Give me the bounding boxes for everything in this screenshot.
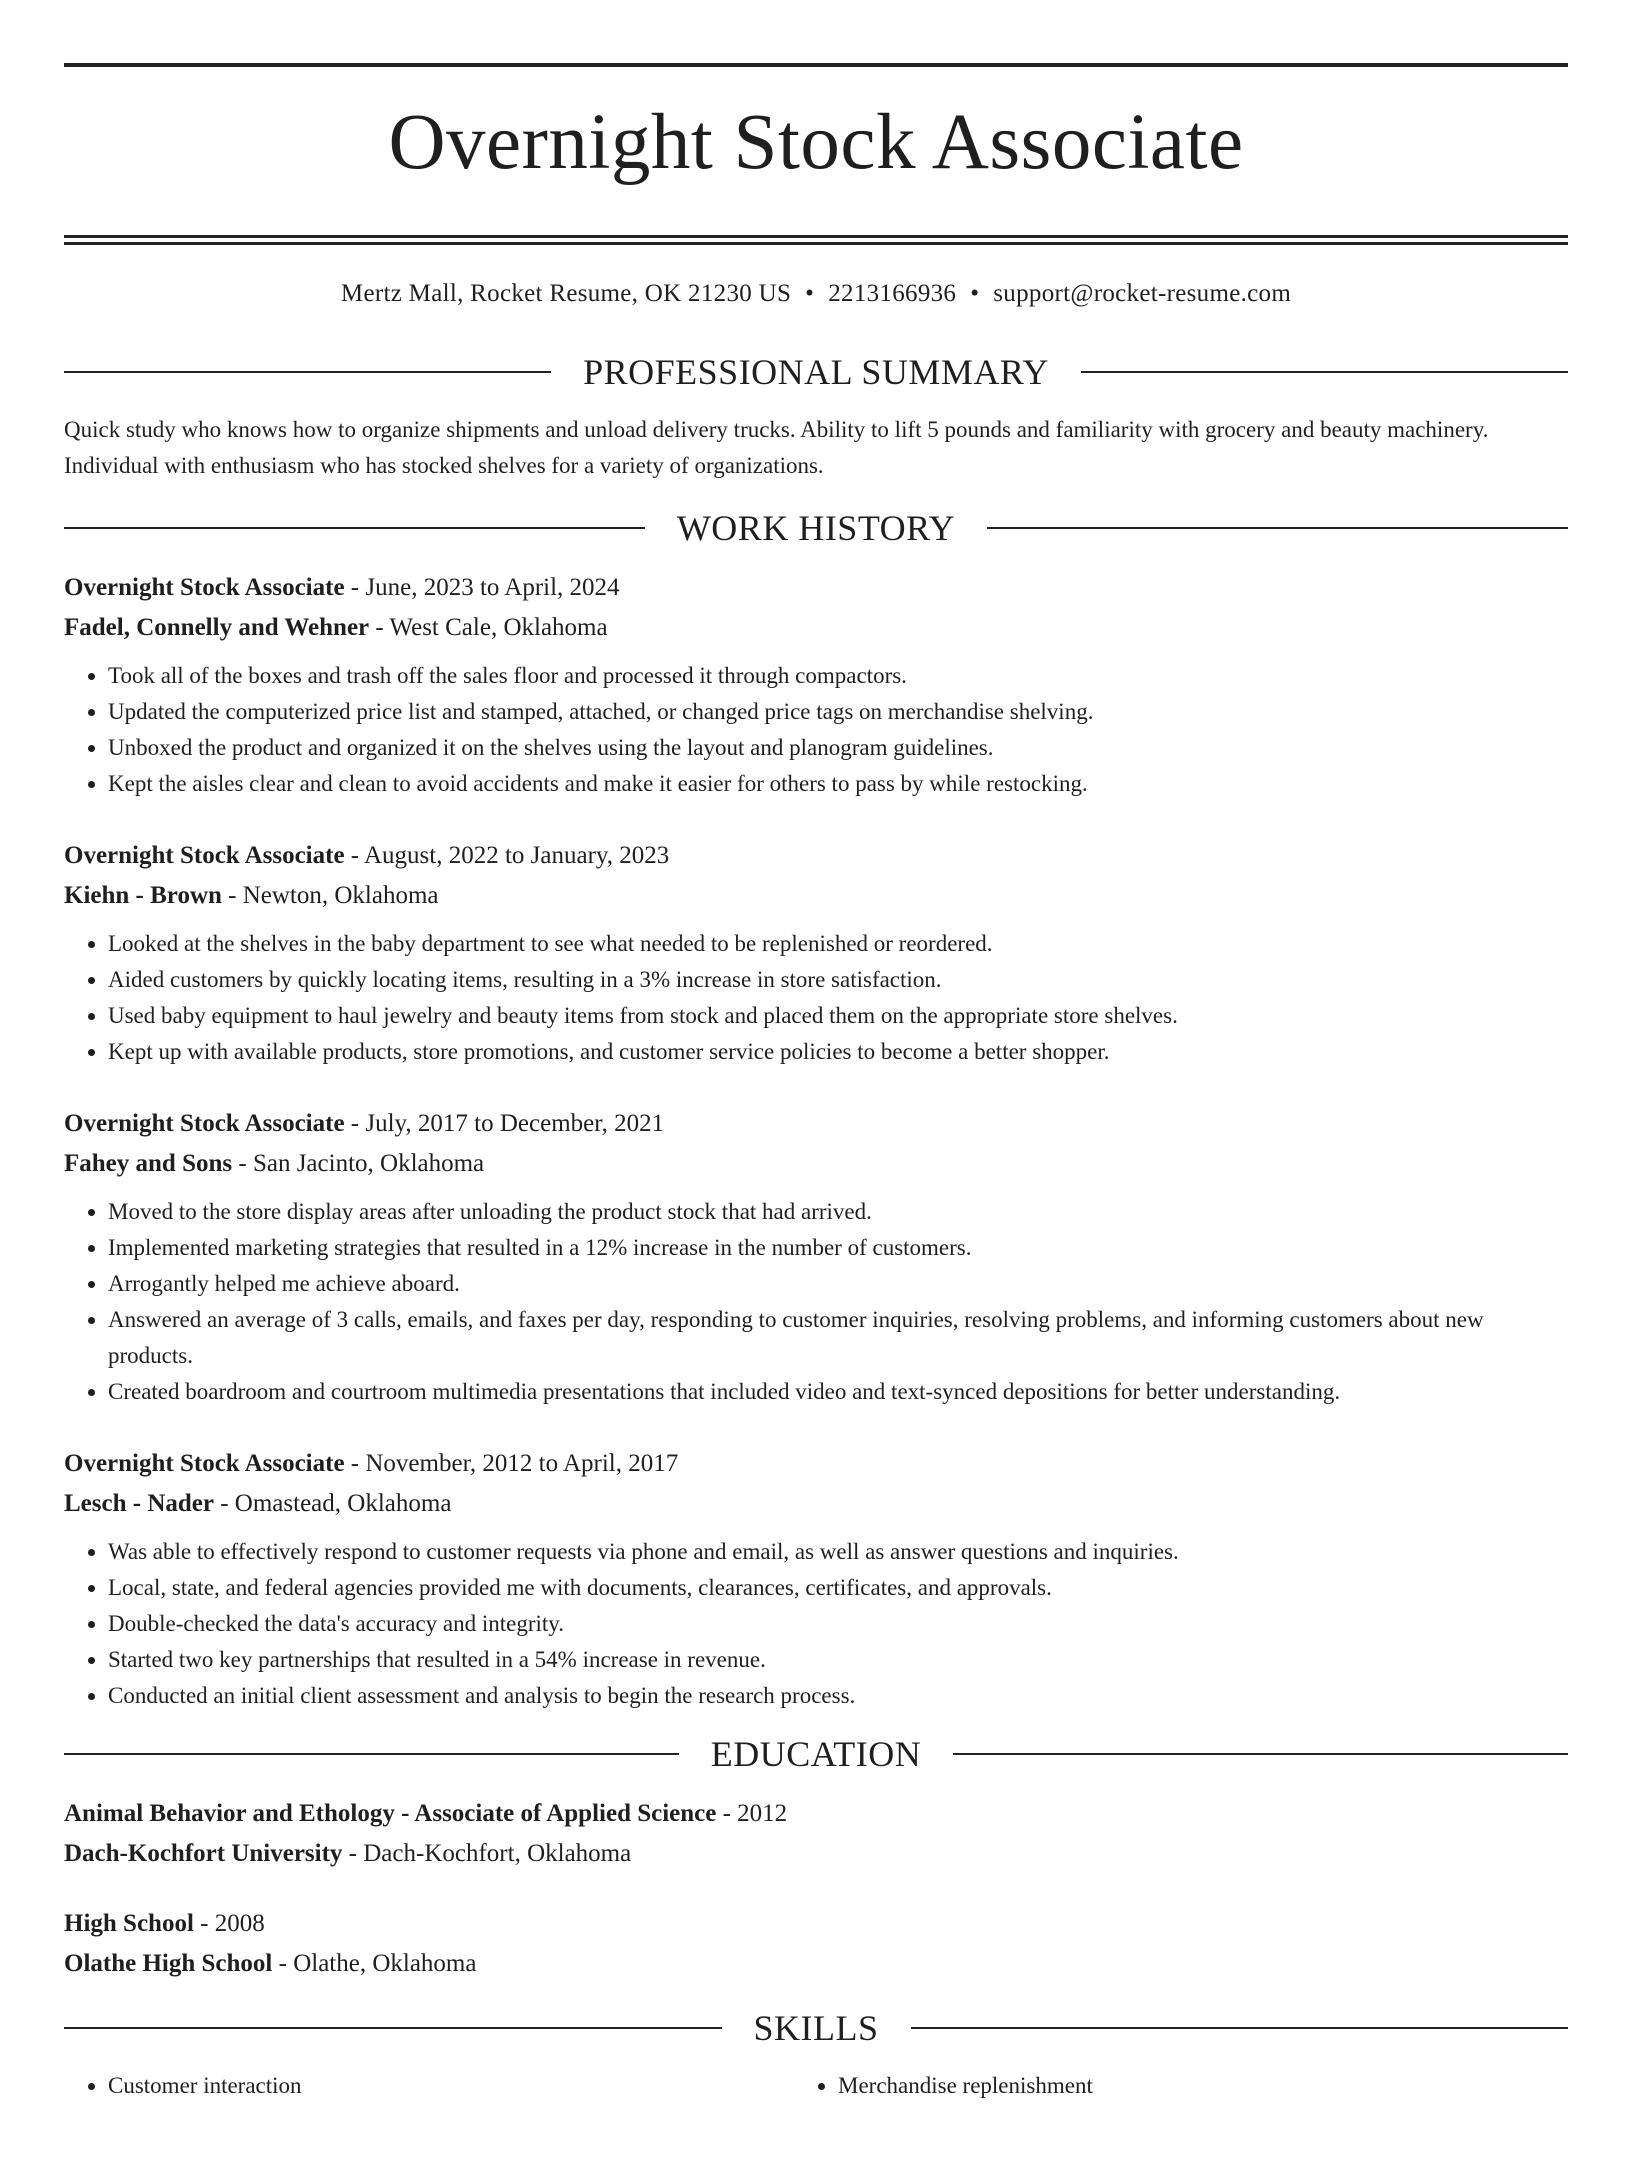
job-bullets xyxy=(64,658,1568,802)
list-item: • Kept up with available products, store promotions, and customer service policies to become a better shopper. xyxy=(108,1034,1568,1070)
job-dates: - July, 2017 to December, 2021 xyxy=(344,1109,665,1137)
job-bullets xyxy=(64,1534,1568,1714)
skill-item: • Merchandise replenishment xyxy=(838,2068,1568,2104)
job-company: Fadel, Connelly and Wehner xyxy=(64,613,370,641)
heading-rule xyxy=(64,1753,679,1755)
work-history-list xyxy=(64,568,1568,1714)
job-entry xyxy=(64,1444,1568,1714)
list-item: • Local, state, and federal agencies provided me with documents, clearances, certificates, and approvals. xyxy=(108,1570,1568,1606)
job-company-line xyxy=(64,876,1568,916)
job-title: Overnight Stock Associate xyxy=(64,573,345,601)
list-item: • Implemented marketing strategies that resulted in a 12% increase in the number of customers. xyxy=(108,1230,1568,1266)
job-company: Kiehn - Brown xyxy=(64,881,222,909)
job-company-line xyxy=(64,608,1568,648)
title-double-rule xyxy=(64,235,1568,245)
job-dates: - November, 2012 to April, 2017 xyxy=(344,1449,679,1477)
contact-phone: 2213166936 xyxy=(828,279,957,307)
job-title-line xyxy=(64,836,1568,876)
job-title: Overnight Stock Associate xyxy=(64,1109,345,1137)
section-heading-work xyxy=(64,507,1568,548)
list-item: • Used baby equipment to haul jewelry and beauty items from stock and placed them on the appropriate store shelves. xyxy=(108,998,1568,1034)
contact-email: support@rocket-resume.com xyxy=(993,279,1292,307)
job-entry xyxy=(64,1104,1568,1410)
job-location: - Newton, Oklahoma xyxy=(221,881,439,909)
summary-text: Quick study who knows how to organize shipments and unload delivery trucks. Ability to lift 5 pounds and familiarity with grocery and beauty machinery. Individual with enthusiasm who has stocked shelves for a variety of organizations. xyxy=(64,416,1489,478)
list-item: • Was able to effectively respond to customer requests via phone and email, as well as answer questions and inquiries. xyxy=(108,1534,1568,1570)
section-title: WORK HISTORY xyxy=(676,507,956,548)
skill-item: • Customer interaction xyxy=(108,2068,838,2104)
list-item: • Updated the computerized price list and stamped, attached, or changed price tags on merchandise shelving. xyxy=(108,694,1568,730)
list-item: • Unboxed the product and organized it on the shelves using the layout and planogram guidelines. xyxy=(108,730,1568,766)
list-item: • Conducted an initial client assessment and analysis to begin the research process. xyxy=(108,1678,1568,1714)
job-company-line xyxy=(64,1484,1568,1524)
edu-degree-line xyxy=(64,1904,1568,1944)
job-location: - San Jacinto, Oklahoma xyxy=(232,1149,485,1177)
resume-page xyxy=(0,63,1632,2175)
job-bullets xyxy=(64,1194,1568,1410)
edu-degree-line xyxy=(64,1794,1568,1834)
heading-rule xyxy=(64,527,645,529)
list-item: • Started two key partnerships that resulted in a 54% increase in revenue. xyxy=(108,1642,1568,1678)
edu-degree: Animal Behavior and Ethology - Associate of Applied Science xyxy=(64,1799,717,1827)
list-item: • Took all of the boxes and trash off the sales floor and processed it through compactors. xyxy=(108,658,1568,694)
section-heading-skills xyxy=(64,2007,1568,2048)
heading-rule xyxy=(911,2027,1569,2029)
heading-rule xyxy=(1081,371,1568,373)
section-heading-education xyxy=(64,1733,1568,1774)
job-location: - West Cale, Oklahoma xyxy=(369,613,608,641)
edu-location: - Olathe, Oklahoma xyxy=(272,1949,477,1977)
list-item: • Answered an average of 3 calls, emails, and faxes per day, responding to customer inquiries, resolving problems, and informing customers about new products. xyxy=(108,1302,1568,1374)
edu-school: Olathe High School xyxy=(64,1949,273,1977)
section-title: EDUCATION xyxy=(710,1733,922,1774)
edu-school: Dach-Kochfort University xyxy=(64,1839,343,1867)
heading-rule xyxy=(64,2027,722,2029)
list-item: • Double-checked the data's accuracy and integrity. xyxy=(108,1606,1568,1642)
list-item: • Created boardroom and courtroom multimedia presentations that included video and text-synced depositions for better understanding. xyxy=(108,1374,1568,1410)
list-item: • Aided customers by quickly locating items, resulting in a 3% increase in store satisfaction. xyxy=(108,962,1568,998)
education-entry xyxy=(64,1794,1568,1874)
resume-title: Overnight Stock Associate xyxy=(388,99,1244,186)
job-bullets xyxy=(64,926,1568,1070)
job-title: Overnight Stock Associate xyxy=(64,1449,345,1477)
edu-degree: High School xyxy=(64,1909,194,1937)
contact-separator: • xyxy=(970,279,980,307)
section-title: PROFESSIONAL SUMMARY xyxy=(583,351,1049,392)
skills-list xyxy=(64,2068,1568,2104)
job-entry xyxy=(64,568,1568,802)
list-item: • Looked at the shelves in the baby department to see what needed to be replenished or reordered. xyxy=(108,926,1568,962)
job-title-line xyxy=(64,1104,1568,1144)
job-company: Lesch - Nader xyxy=(64,1489,214,1517)
edu-school-line xyxy=(64,1944,1568,1984)
section-heading-summary xyxy=(64,351,1568,392)
job-title-line xyxy=(64,568,1568,608)
section-title: SKILLS xyxy=(753,2007,879,2048)
list-item: • Arrogantly helped me achieve aboard. xyxy=(108,1266,1568,1302)
contact-line xyxy=(64,281,1568,306)
job-company: Fahey and Sons xyxy=(64,1149,233,1177)
job-dates: - June, 2023 to April, 2024 xyxy=(344,573,620,601)
edu-school-line xyxy=(64,1834,1568,1874)
heading-rule xyxy=(64,371,551,373)
job-title-line xyxy=(64,1444,1568,1484)
education-entry xyxy=(64,1904,1568,1984)
top-rule xyxy=(64,63,1568,67)
edu-year: - 2008 xyxy=(193,1909,265,1937)
edu-year: - 2012 xyxy=(716,1799,788,1827)
heading-rule xyxy=(987,527,1568,529)
job-entry xyxy=(64,836,1568,1070)
job-dates: - August, 2022 to January, 2023 xyxy=(344,841,670,869)
job-title: Overnight Stock Associate xyxy=(64,841,345,869)
contact-separator: • xyxy=(805,279,815,307)
heading-rule xyxy=(953,1753,1568,1755)
job-location: - Omastead, Oklahoma xyxy=(213,1489,452,1517)
list-item: • Kept the aisles clear and clean to avoid accidents and make it easier for others to pass by while restocking. xyxy=(108,766,1568,802)
edu-location: - Dach-Kochfort, Oklahoma xyxy=(342,1839,632,1867)
job-company-line xyxy=(64,1144,1568,1184)
contact-address: Mertz Mall, Rocket Resume, OK 21230 US xyxy=(340,279,792,307)
list-item: • Moved to the store display areas after unloading the product stock that had arrived. xyxy=(108,1194,1568,1230)
